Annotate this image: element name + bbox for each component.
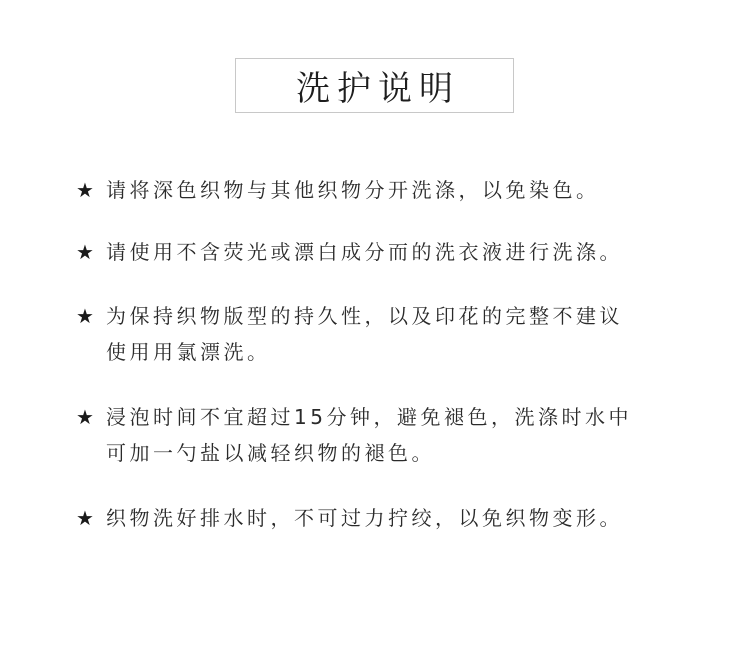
- list-item-text: 请将深色织物与其他织物分开洗涤，以免染色。: [106, 178, 600, 202]
- star-icon: ★: [76, 304, 94, 328]
- list-item-text: 为保持织物版型的持久性，以及印花的完整不建议: [106, 304, 623, 328]
- star-icon: ★: [76, 240, 94, 264]
- list-item-text: 使用用氯漂洗。: [106, 340, 271, 364]
- list-item: [76, 399, 632, 471]
- list-item: [76, 500, 623, 536]
- list-item-text: 可加一勺盐以减轻织物的褪色。: [106, 441, 435, 465]
- list-item: [76, 298, 623, 370]
- title-box: [235, 58, 514, 113]
- list-item: [76, 234, 623, 270]
- list-item-text: 织物洗好排水时，不可过力拧绞，以免织物变形。: [106, 506, 623, 530]
- star-icon: ★: [76, 506, 94, 530]
- star-icon: ★: [76, 178, 94, 202]
- list-item-text: 浸泡时间不宜超过15分钟，避免褪色，洗涤时水中: [106, 405, 632, 429]
- star-icon: ★: [76, 405, 94, 429]
- list-item: [76, 172, 600, 208]
- list-item-text: 请使用不含荧光或漂白成分而的洗衣液进行洗涤。: [106, 240, 623, 264]
- page-title: 洗护说明: [296, 69, 460, 109]
